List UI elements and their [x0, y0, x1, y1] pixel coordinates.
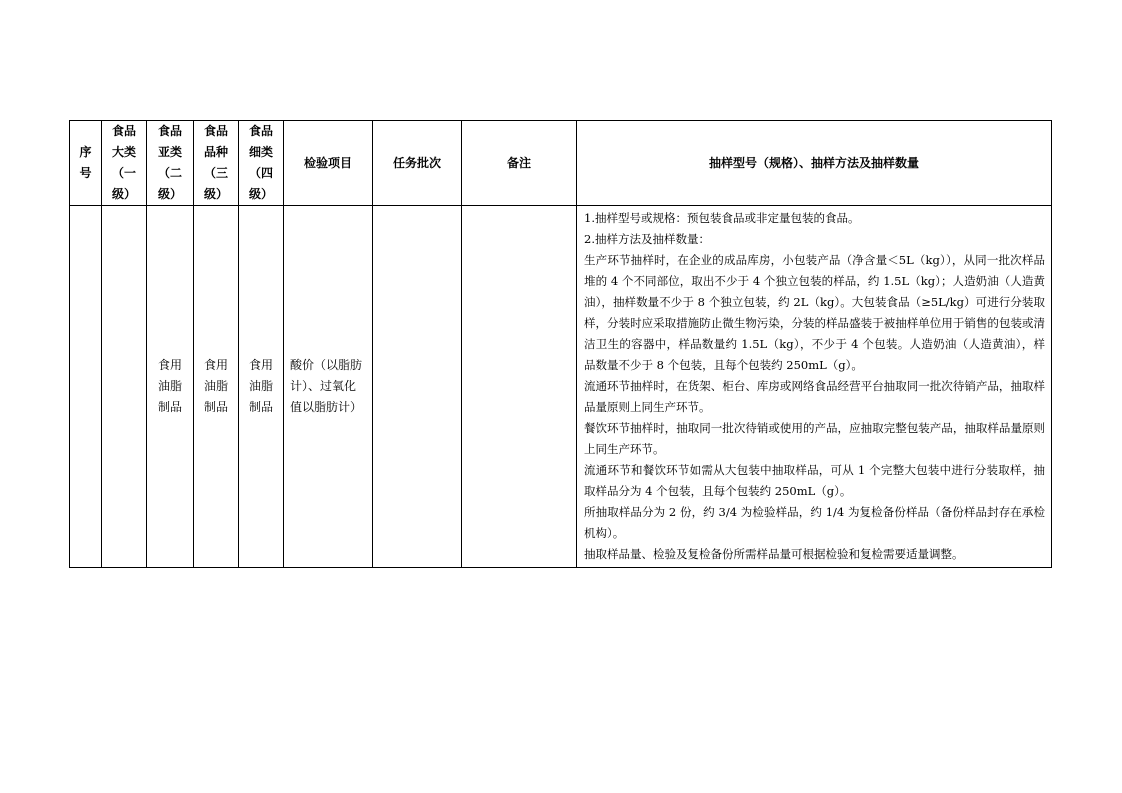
- method-line: 抽取样品量、检验及复检备份所需样品量可根据检验和复检需要适量调整。: [584, 547, 964, 561]
- header-item: 检验项目: [284, 121, 373, 206]
- method-line: 生产环节抽样时，在企业的成品库房，小包装产品（净含量＜5L（kg）），从同一批次样品堆的 4 个不同部位，取出不少于 4 个独立包装的样品，约 1.5L（kg）；人造奶油（人造黄油），抽样数量不少于 8 个独立包装，约 2L（kg）。大包装食品（≥5L/kg）可进行分装取样，分装时应采取措施防止微生物污染，分装的样品盛装于被抽样单位用于销售的包装或清洁卫生的容器中，样品数量约 1.5L（kg），不少于 4 个包装。人造奶油（人造黄油），样品数量不少于 8 个包装，且每个包装约 250mL（g）。: [584, 253, 1045, 372]
- table-row: [70, 206, 1052, 568]
- method-line: 流通环节抽样时，在货架、柜台、库房或网络食品经营平台抽取同一批次待销产品，抽取样品量原则上同生产环节。: [584, 379, 1045, 414]
- sampling-table: [69, 120, 1052, 568]
- method-line: 流通环节和餐饮环节如需从大包装中抽取样品，可从 1 个完整大包装中进行分装取样，抽取样品分为 4 个包装，且每个包装约 250mL（g）。: [584, 463, 1045, 498]
- header-batch: 任务批次: [373, 121, 462, 206]
- method-line: 2.抽样方法及抽样数量：: [584, 232, 710, 246]
- cell-seq: [70, 206, 102, 568]
- header-method: 抽样型号（规格）、抽样方法及抽样数量: [577, 121, 1052, 206]
- header-cat1: 食品大类（一级）: [102, 121, 147, 206]
- cell-batch: [373, 206, 462, 568]
- cell-sampling-method: [577, 206, 1052, 568]
- header-cat2: 食品亚类（二级）: [147, 121, 194, 206]
- cell-test-item: 酸价（以脂肪计）、过氧化值以脂肪计）: [284, 206, 373, 568]
- cell-cat3: 食用油脂制品: [194, 206, 239, 568]
- header-cat4: 食品细类（四级）: [239, 121, 284, 206]
- cell-cat2: 食用油脂制品: [147, 206, 194, 568]
- cell-cat4: 食用油脂制品: [239, 206, 284, 568]
- header-seq: 序号: [70, 121, 102, 206]
- method-line: 1.抽样型号或规格：预包装食品或非定量包装的食品。: [584, 211, 860, 225]
- method-line: 所抽取样品分为 2 份，约 3/4 为检验样品，约 1/4 为复检备份样品（备份样品封存在承检机构）。: [584, 505, 1045, 540]
- header-remark: 备注: [462, 121, 577, 206]
- cell-remark: [462, 206, 577, 568]
- header-row: [70, 121, 1052, 206]
- cell-cat1: [102, 206, 147, 568]
- method-line: 餐饮环节抽样时，抽取同一批次待销或使用的产品，应抽取完整包装产品，抽取样品量原则上同生产环节。: [584, 421, 1045, 456]
- header-cat3: 食品品种（三级）: [194, 121, 239, 206]
